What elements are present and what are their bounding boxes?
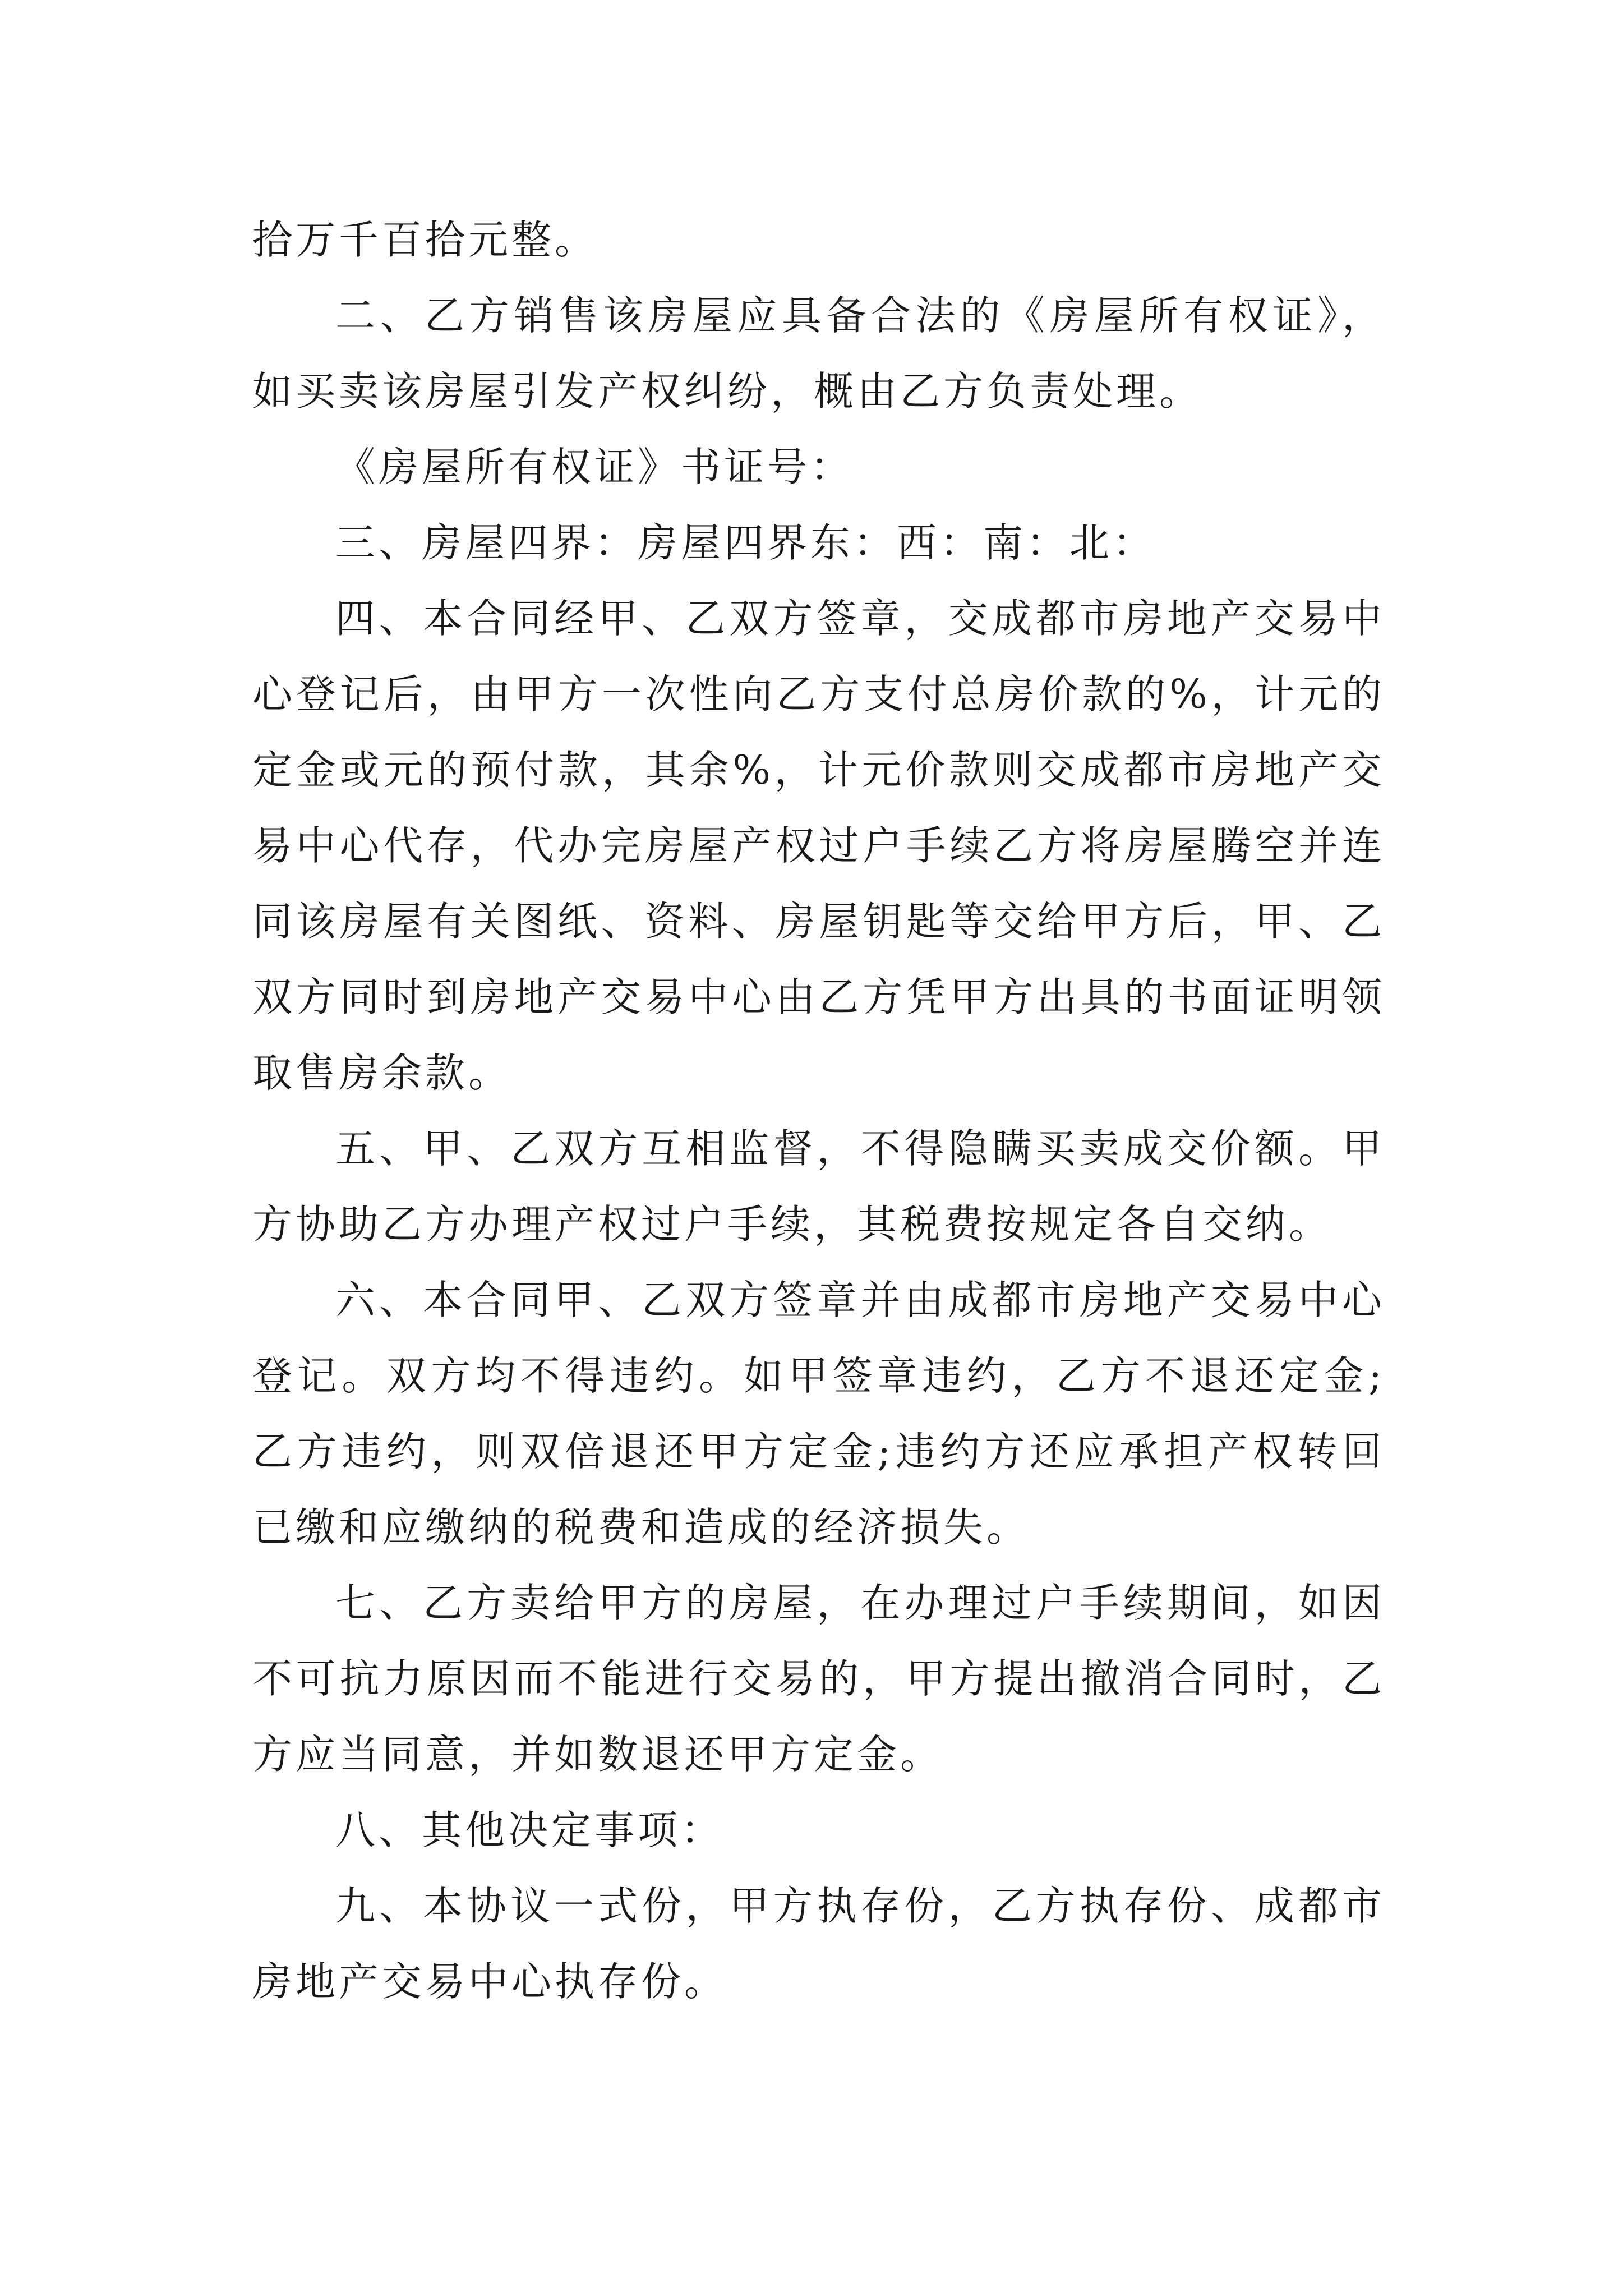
paragraph-clause-3-boundaries: 三、房屋四界：房屋四界东：西：南：北：: [335, 519, 1156, 566]
paragraph-amount-in-words: 拾万千百拾元整。: [252, 217, 598, 263]
contract-body: [252, 202, 1385, 2019]
paragraph-certificate-number: 《房屋所有权证》书证号：: [335, 444, 854, 490]
paragraph-clause-9-copies: 九、本协议一式份，甲方执存份，乙方执存份、成都市房地产交易中心执存份。: [252, 1883, 1385, 2005]
paragraph-clause-8-other-matters: 八、其他决定事项：: [335, 1807, 725, 1853]
paragraph-clause-4-payment: 四、本合同经甲、乙双方签章，交成都市房地产交易中心登记后，由甲方一次性向乙方支付总房价款的%，计元的定金或元的预付款，其余%，计元价款则交成都市房地产交易中心代存，代办完房屋产权过户手续乙方将房屋腾空并连同该房屋有关图纸、资料、房屋钥匙等交给甲方后，甲、乙双方同时到房地产交易中心由乙方凭甲方出具的书面证明领取售房余款。: [252, 595, 1385, 1096]
paragraph-clause-2-ownership-certificate: 二、乙方销售该房屋应具备合法的《房屋所有权证》，如买卖该房屋引发产权纠纷，概由乙方负责处理。: [252, 292, 1385, 415]
paragraph-clause-7-force-majeure: 七、乙方卖给甲方的房屋，在办理过户手续期间，如因不可抗力原因而不能进行交易的，甲方提出撤消合同时，乙方应当同意，并如数退还甲方定金。: [252, 1580, 1385, 1778]
paragraph-clause-6-breach: 六、本合同甲、乙双方签章并由成都市房地产交易中心登记。双方均不得违约。如甲签章违约，乙方不退还定金;乙方违约，则双倍退还甲方定金;违约方还应承担产权转回已缴和应缴纳的税费和造成的经济损失。: [252, 1277, 1385, 1550]
paragraph-clause-5-supervision: 五、甲、乙双方互相监督，不得隐瞒买卖成交价额。甲方协助乙方办理产权过户手续，其税费按规定各自交纳。: [252, 1125, 1385, 1248]
